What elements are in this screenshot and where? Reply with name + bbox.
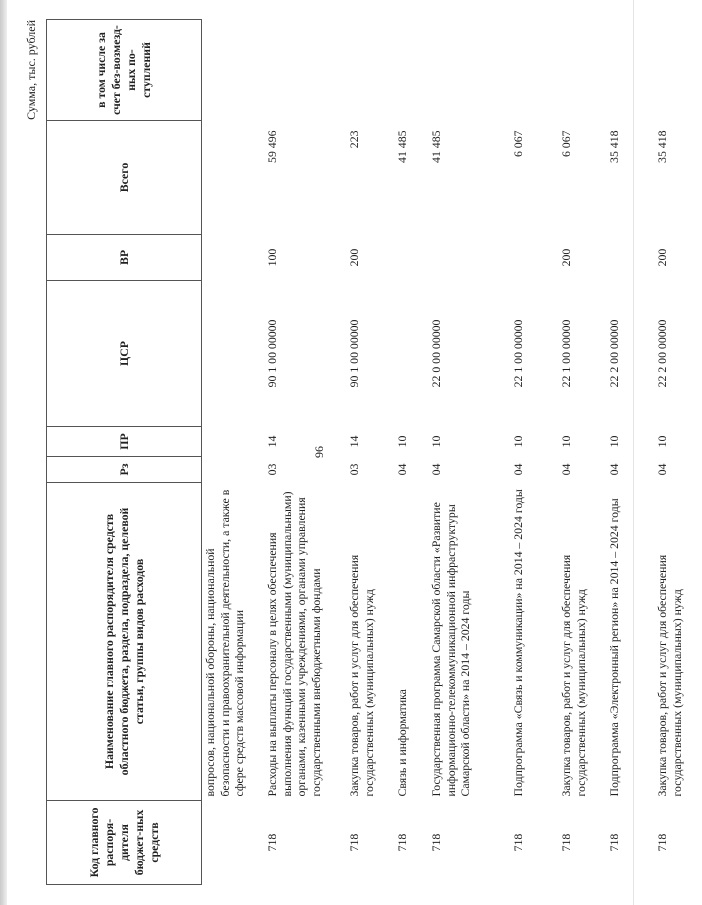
cell-name: вопросов, национальной обороны, национальной безопасности и правоохранительной деятельности, а также в сфере средств массовой информации [203, 489, 247, 797]
header-row [47, 20, 202, 885]
cell-pr: 10 [395, 435, 409, 448]
cell-vr [202, 235, 265, 281]
cell-pr: 14 [347, 435, 361, 448]
cell-code: 718 [265, 833, 279, 852]
scan-edge [0, 0, 7, 905]
cell-pr [202, 427, 265, 457]
cell-rz: 03 [265, 463, 279, 476]
cell-name: Закупка товаров, работ и услуг для обеспечения государственных (муниципальных) нужд [559, 554, 588, 797]
cell-code: 718 [511, 833, 525, 852]
cell-total [202, 121, 265, 235]
cell-vr [606, 235, 654, 281]
cell-bez [606, 20, 654, 121]
cell-vr [428, 235, 510, 281]
cell-rz [202, 457, 265, 483]
cell-csr: 90 1 00 00000 [265, 319, 279, 388]
cell-rz: 03 [347, 463, 361, 476]
cell-csr: 22 2 00 00000 [655, 319, 669, 388]
cell-csr [202, 281, 265, 427]
table-row [606, 20, 654, 885]
cell-code: 718 [607, 833, 621, 852]
table-row [428, 20, 510, 885]
cell-name: Закупка товаров, работ и услуг для обеспечения государственных (муниципальных) нужд [347, 554, 376, 797]
cell-pr: 10 [655, 435, 669, 448]
cell-name: Закупка товаров, работ и услуг для обеспечения государственных (муниципальных) нужд [655, 554, 684, 797]
cell-code: 718 [347, 833, 361, 852]
sum-caption: Сумма, тыс. рублей [24, 20, 38, 120]
cell-rz: 04 [559, 463, 573, 476]
rotated-page [18, 20, 684, 885]
cell-csr: 90 1 00 00000 [347, 319, 361, 388]
table-row [346, 20, 394, 885]
page-number: 96 [312, 446, 326, 458]
cell-total: 6 067 [559, 130, 573, 158]
header-pr: ПР [47, 427, 202, 457]
cell-rz: 04 [511, 463, 525, 476]
header-code: Код главного распоря-дителя бюджет-ных средств [47, 801, 202, 885]
cell-bez [510, 20, 558, 121]
cell-csr: 22 0 00 00000 [429, 319, 443, 388]
table-row [394, 20, 428, 885]
cell-vr [510, 235, 558, 281]
header-bez: в том числе за счет без-возмезд-ных по-ступлений [47, 20, 202, 121]
cell-pr: 10 [607, 435, 621, 448]
table-row [558, 20, 606, 885]
table-row [264, 20, 346, 885]
cell-rz: 04 [655, 463, 669, 476]
cell-vr: 200 [347, 248, 361, 267]
cell-code: 718 [655, 833, 669, 852]
table-row [654, 20, 702, 885]
header-total: Всего [47, 121, 202, 235]
cell-code: 718 [559, 833, 573, 852]
cell-total: 41 485 [429, 130, 443, 163]
cell-total: 59 496 [265, 130, 279, 163]
cell-name: Государственная программа Самарской области «Развитие информационно-телекоммуникационной инфраструктуры Самарской области» на 2014 – 2024 годы [429, 502, 473, 797]
cell-vr: 100 [265, 248, 279, 267]
header-rz: Рз [47, 457, 202, 483]
header-name: Наименование главного распорядителя средств областного бюджета, раздела, подраздела, целевой статьи, группы видов расходов [47, 483, 202, 801]
cell-vr [394, 235, 428, 281]
cell-pr: 10 [429, 435, 443, 448]
cell-csr [394, 281, 428, 427]
cell-code [202, 801, 265, 885]
cell-bez [394, 20, 428, 121]
cell-total: 6 067 [511, 130, 525, 158]
header-csr: ЦСР [47, 281, 202, 427]
cell-bez [264, 20, 346, 121]
cell-total: 35 418 [607, 130, 621, 163]
cell-bez [654, 20, 702, 121]
table-row [202, 20, 265, 885]
cell-pr: 10 [559, 435, 573, 448]
cell-name: Подпрограмма «Связь и коммуникации» на 2014 – 2024 годы [511, 489, 525, 797]
cell-vr: 200 [559, 248, 573, 267]
cell-bez [346, 20, 394, 121]
budget-table [46, 19, 702, 885]
header-vr: ВР [47, 235, 202, 281]
cell-pr: 10 [511, 435, 525, 448]
cell-total: 223 [347, 130, 361, 149]
cell-bez [202, 20, 265, 121]
cell-name: Расходы на выплаты персоналу в целях обеспечения выполнения функций государственными (муниципальными) органами, казенными учреждениями, органами управления государственными внебюджетными фондами [265, 491, 323, 797]
cell-vr: 200 [655, 248, 669, 267]
cell-rz: 04 [607, 463, 621, 476]
cell-rz: 04 [395, 463, 409, 476]
cell-bez [428, 20, 510, 121]
cell-bez [558, 20, 606, 121]
cell-code: 718 [429, 833, 443, 852]
cell-csr: 22 1 00 00000 [559, 319, 573, 388]
table-row [510, 20, 558, 885]
cell-name: Связь и информатика [395, 689, 409, 797]
cell-pr: 14 [265, 435, 279, 448]
cell-code: 718 [395, 833, 409, 852]
cell-csr: 22 1 00 00000 [511, 319, 525, 388]
cell-rz: 04 [429, 463, 443, 476]
cell-total: 41 485 [395, 130, 409, 163]
cell-csr: 22 2 00 00000 [607, 319, 621, 388]
cell-name: Подпрограмма «Электронный регион» на 2014 – 2024 годы [607, 498, 621, 797]
cell-total: 35 418 [655, 130, 669, 163]
